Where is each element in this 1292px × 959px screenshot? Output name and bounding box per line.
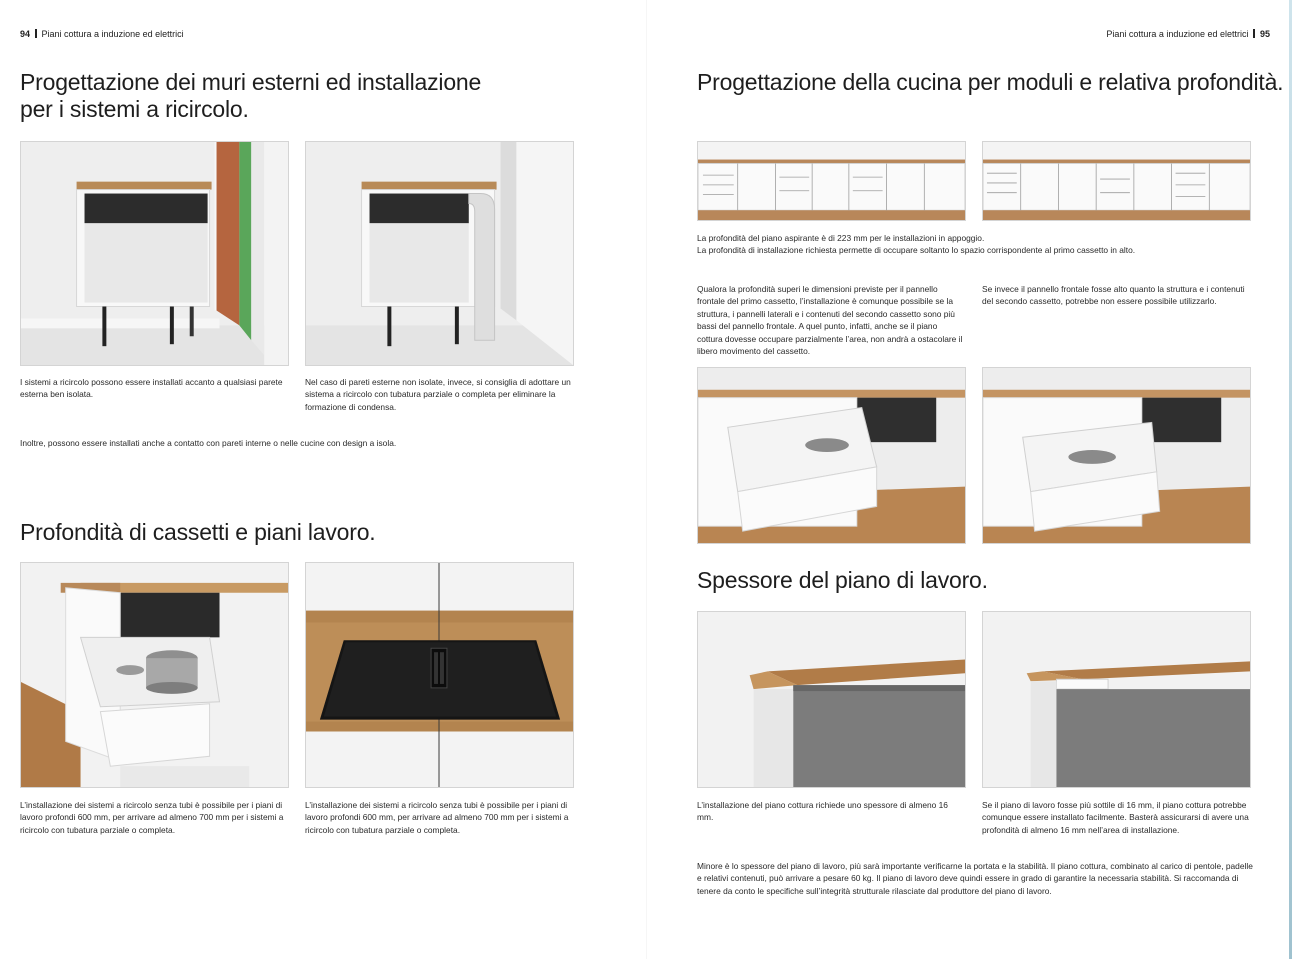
photo-drawer-pots [20, 562, 289, 788]
right-page-number: 95 [1259, 29, 1270, 39]
photo-cabinet-ducting [305, 141, 574, 366]
photo-kitchen-front-b [982, 141, 1251, 221]
left-section-title: Piani cottura a induzione ed elettrici [41, 29, 184, 39]
caption-worktop-min-16mm: L’installazione del piano cottura richiede uno spessore di almeno 16 mm. [697, 800, 948, 823]
caption-front-panel-depth: Qualora la profondità superi le dimensioni previste per il pannello frontale del primo cassetto, l’installazione è comunque possibile se la struttura, i pannelli laterali e i contenuti del secondo cassetto sono più bassi del pannello frontale. A quel punto, infatti, anche se il piano cottura dovesse occupare parzialmente l’area, non andrà a ostacolare il libero movimento del cassetto. [697, 284, 963, 357]
photo-worktop-16mm [697, 611, 966, 788]
photo-drawer-open-a [697, 367, 966, 544]
right-section-title: Piani cottura a induzione ed elettrici [1106, 29, 1249, 39]
intro-depth-223: La profondità del piano aspirante è di 223 mm per le installazioni in appoggio. La profondità di installazione richiesta permette di occupare soltanto lo spazio corrispondente al primo cassetto in alto. [697, 233, 1136, 256]
caption-front-panel-full-height: Se invece il pannello frontale fosse alto quanto la struttura e i contenuti del secondo cassetto, potrebbe non essere possibile utilizzarlo. [982, 284, 1245, 307]
photo-hob-top-view [305, 562, 574, 788]
right-page-header [1106, 29, 1270, 39]
photo-worktop-thin [982, 611, 1251, 788]
heading-external-walls: Progettazione dei muri esterni ed installazione per i sistemi a ricircolo. [20, 69, 482, 122]
heading-drawer-depth: Profondità di cassetti e piani lavoro. [20, 519, 376, 545]
caption-worktop-thinner: Se il piano di lavoro fosse più sottile di 16 mm, il piano cottura potrebbe comunque essere installato facilmente. Basterà assicurarsi di avere una profondità di almeno 16 mm nell’area di installazione. [982, 800, 1249, 835]
caption-depth-600-b: L’installazione dei sistemi a ricircolo senza tubi è possibile per i piani di lavoro profondi 600 mm, per arrivare ad almeno 700 mm per i sistemi a ricircolo con tubatura parziale o completa. [305, 800, 569, 835]
photo-cabinet-insulated-wall [20, 141, 289, 366]
photo-kitchen-front-a [697, 141, 966, 221]
heading-module-planning: Progettazione della cucina per moduli e relativa profondità. [697, 69, 1284, 95]
photo-drawer-open-b [982, 367, 1251, 544]
page-spine [646, 0, 647, 959]
note-worktop-stability: Minore è lo spessore del piano di lavoro, più sarà importante verificarne la portata e la stabilità. Il piano cottura, combinato al carico di pentole, padelle e relativi contenuti, può arrivare a pesare 60 kg. Il piano di lavoro deve quindi essere in grado di garantire la necessaria stabilità. Si raccomanda di tenere da conto le specifiche sull’integrità strutturale rilasciate dal produttore del piano di lavoro. [697, 861, 1253, 896]
note-island-design: Inoltre, possono essere installati anche a contatto con pareti interne o nelle cucine con design a isola. [20, 438, 397, 448]
header-divider [35, 29, 37, 38]
caption-insulated-wall: I sistemi a ricircolo possono essere installati accanto a qualsiasi parete esterna ben isolata. [20, 377, 283, 400]
caption-depth-600-a: L’installazione dei sistemi a ricircolo senza tubi è possibile per i piani di lavoro profondi 600 mm, per arrivare ad almeno 700 mm per i sistemi a ricircolo con tubatura parziale o completa. [20, 800, 284, 835]
heading-worktop-thickness: Spessore del piano di lavoro. [697, 567, 988, 593]
header-divider [1253, 29, 1255, 38]
left-page-header [20, 29, 184, 39]
left-page-number: 94 [20, 29, 31, 39]
caption-non-insulated-wall: Nel caso di pareti esterne non isolate, invece, si consiglia di adottare un sistema a ricircolo con tubatura parziale o completa per eliminare la formazione di condensa. [305, 377, 571, 412]
